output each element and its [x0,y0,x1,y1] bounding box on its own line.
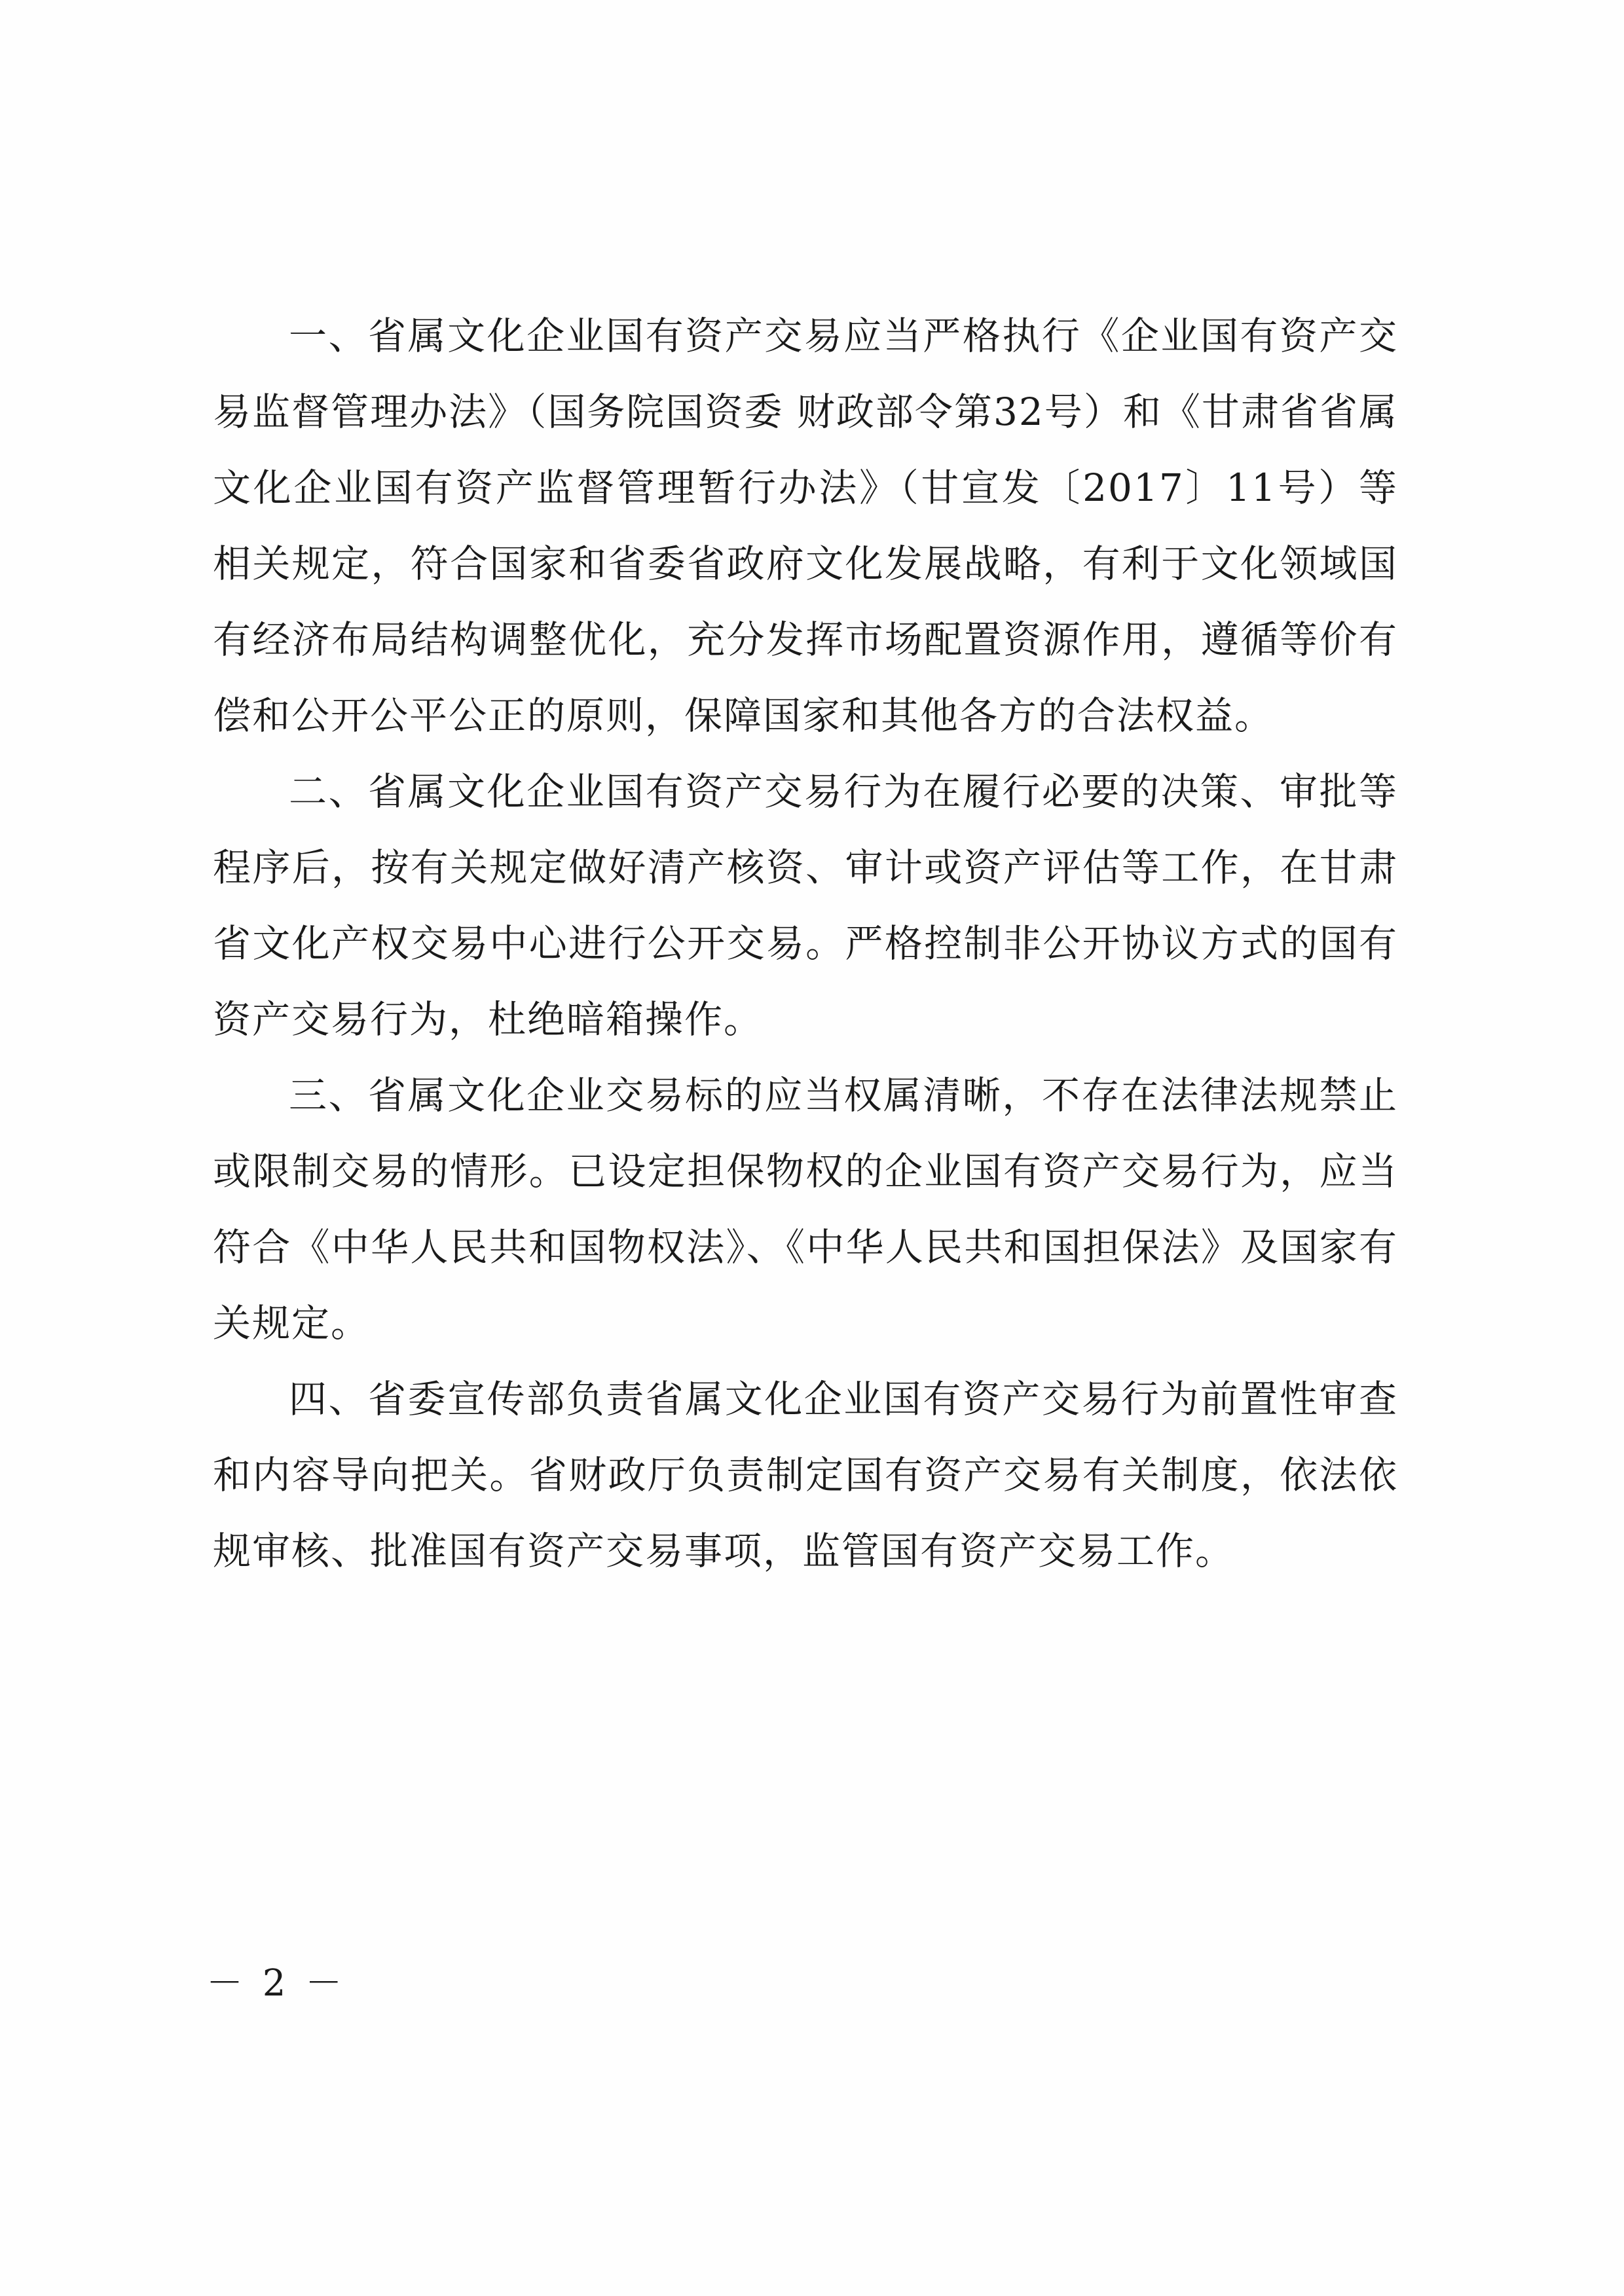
paragraph-1: 一、省属文化企业国有资产交易应当严格执行《企业国有资产交易监督管理办法》（国务院国资委 财政部令第32号）和《甘肃省省属文化企业国有资产监督管理暂行办法》（甘宣发〔2017〕11号）等相关规定，符合国家和省委省政府文化发展战略，有利于文化领域国有经济布局结构调整优化，充分发挥市场配置资源作用，遵循等价有偿和公开公平公正的原则，保障国家和其他各方的合法权益。 [213,314,1398,738]
paragraph-3: 三、省属文化企业交易标的应当权属清晰，不存在法律法规禁止或限制交易的情形。已设定担保物权的企业国有资产交易行为，应当符合《中华人民共和国物权法》、《中华人民共和国担保法》及国家有关规定。 [213,1073,1398,1345]
body-text [213,298,1398,1589]
paragraph-2: 二、省属文化企业国有资产交易行为在履行必要的决策、审批等程序后，按有关规定做好清产核资、审计或资产评估等工作，在甘肃省文化产权交易中心进行公开交易。严格控制非公开协议方式的国有资产交易行为，杜绝暗箱操作。 [213,769,1398,1042]
page-number: － 2 － [206,1962,346,2005]
paragraph-4: 四、省委宣传部负责省属文化企业国有资产交易行为前置性审查和内容导向把关。省财政厅负责制定国有资产交易有关制度，依法依规审核、批准国有资产交易事项，监管国有资产交易工作。 [213,1377,1398,1573]
